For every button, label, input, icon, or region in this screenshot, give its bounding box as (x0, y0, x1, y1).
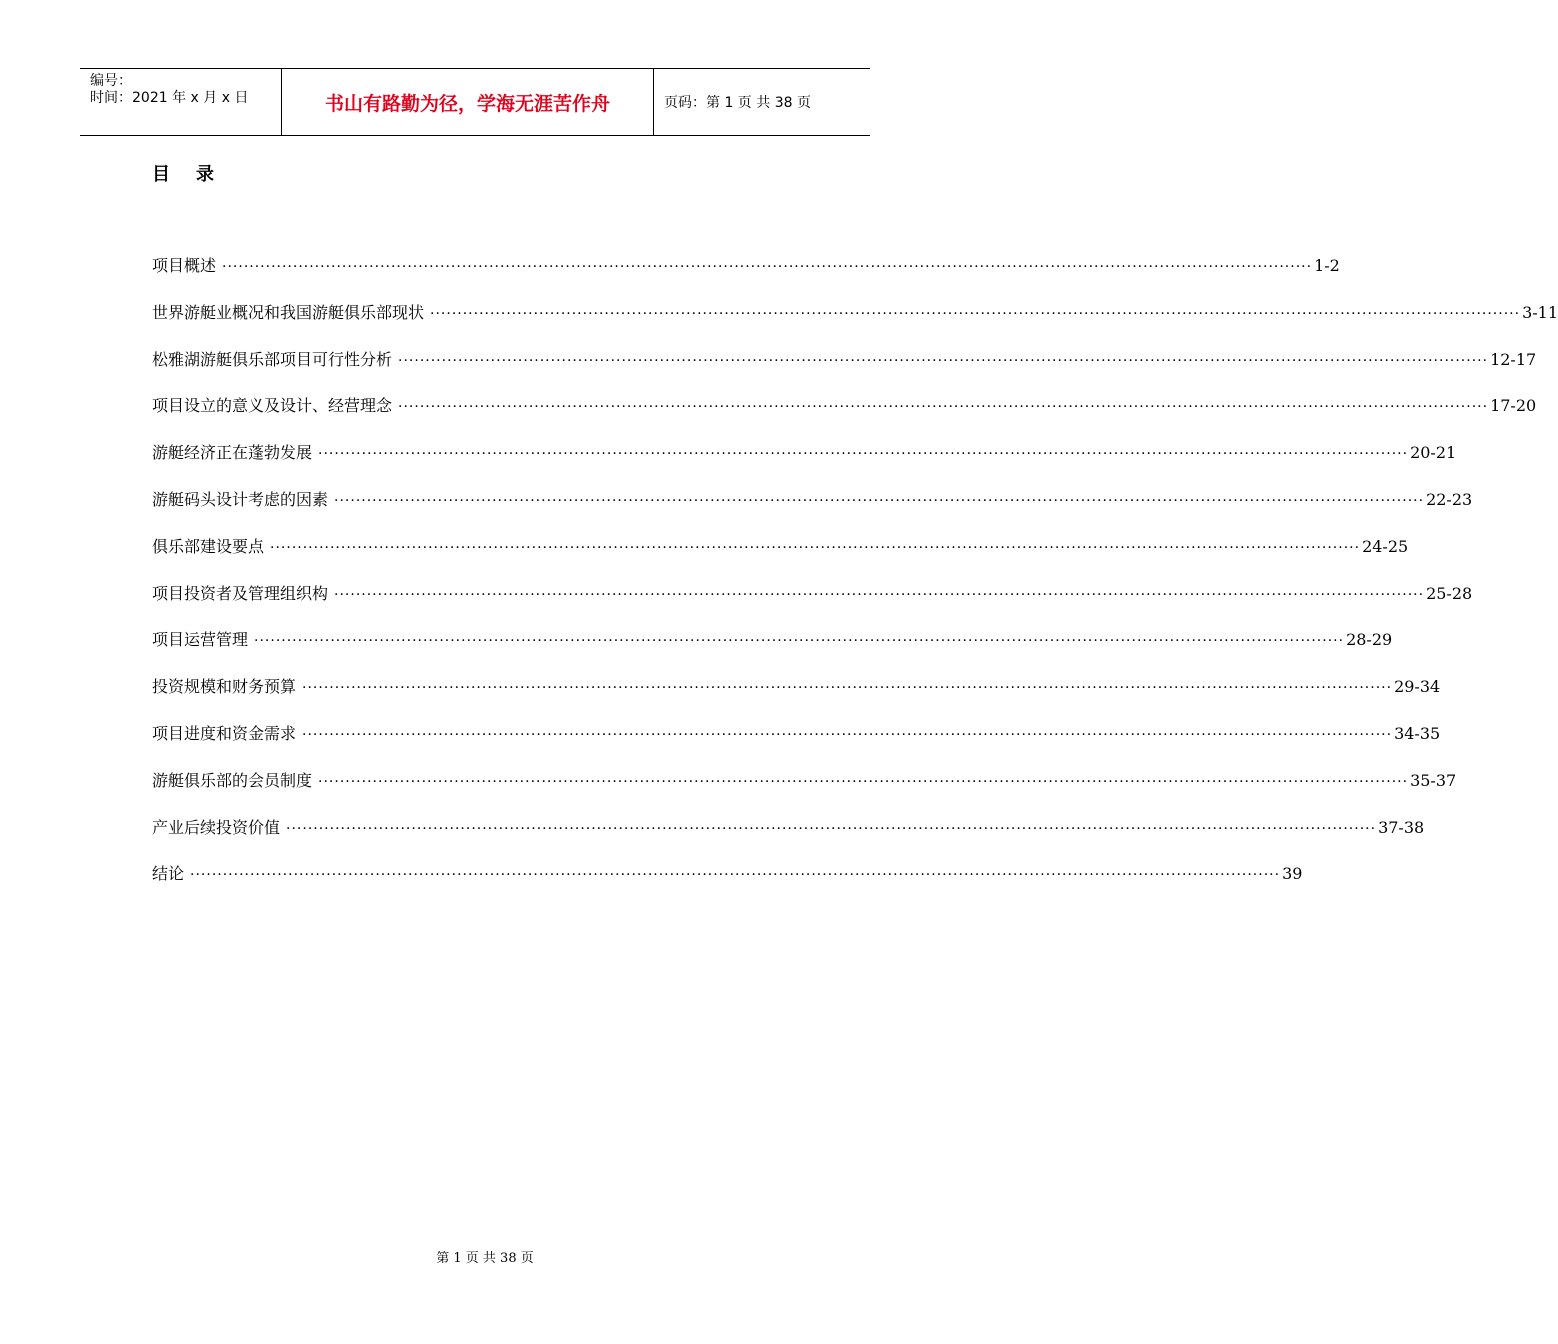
toc-leader-dots: ········································································································································································································ (270, 539, 1361, 556)
toc-entry-pages: 12-17 (1490, 349, 1537, 369)
toc-entry-pages: 37-38 (1378, 817, 1425, 837)
page-header (80, 68, 870, 136)
toc-entry-pages: 25-28 (1426, 583, 1473, 603)
toc-entry[interactable] (152, 301, 1558, 348)
toc-entry-label: 产业后续投资价值 (152, 817, 281, 837)
toc-entry[interactable] (152, 488, 1473, 535)
toc-leader-dots: ········································································································································································································ (318, 446, 1409, 463)
table-of-contents (152, 254, 1558, 909)
toc-leader-dots: ········································································································································································································ (398, 352, 1489, 369)
toc-entry-pages: 35-37 (1410, 770, 1457, 790)
toc-entry-label: 松雅湖游艇俱乐部项目可行性分析 (152, 349, 393, 369)
toc-leader-dots: ········································································································································································································ (334, 492, 1425, 509)
toc-entry-pages: 17-20 (1490, 396, 1537, 416)
toc-leader-dots: ········································································································································································································ (302, 680, 1393, 697)
toc-leader-dots: ········································································································································································································ (398, 399, 1489, 416)
toc-entry[interactable] (152, 535, 1409, 582)
toc-entry[interactable] (152, 769, 1457, 816)
toc-entry-label: 游艇俱乐部的会员制度 (152, 770, 313, 790)
toc-entry-label: 游艇码头设计考虑的因素 (152, 489, 329, 509)
toc-entry-label: 项目投资者及管理组织构 (152, 583, 329, 603)
toc-entry-pages: 20-21 (1410, 443, 1457, 463)
toc-entry-pages: 24-25 (1362, 536, 1409, 556)
toc-entry-label: 项目设立的意义及设计、经营理念 (152, 396, 393, 416)
toc-entry[interactable] (152, 394, 1537, 441)
toc-title: 目录 (152, 164, 240, 185)
number-label: 编号： (90, 73, 132, 89)
toc-leader-dots: ········································································································································································································ (334, 586, 1425, 603)
header-meta (80, 69, 281, 135)
toc-entry[interactable] (152, 254, 1340, 301)
toc-entry-label: 世界游艇业概况和我国游艇俱乐部现状 (152, 302, 425, 322)
toc-entry-label: 项目运营管理 (152, 630, 249, 650)
header-page-info: 页码：第 1 页 共 38 页 (664, 95, 811, 111)
toc-entry[interactable] (152, 862, 1303, 909)
toc-entry-pages: 3-11 (1522, 302, 1558, 322)
toc-entry[interactable] (152, 675, 1441, 722)
toc-entry-label: 结论 (152, 864, 185, 884)
toc-entry-label: 项目概述 (152, 256, 217, 275)
toc-entry-pages: 1-2 (1314, 256, 1340, 275)
toc-entry-pages: 34-35 (1394, 723, 1441, 743)
toc-entry-label: 游艇经济正在蓬勃发展 (152, 443, 313, 463)
toc-entry[interactable] (152, 816, 1425, 863)
date-label: 时间：2021 年 x 月 x 日 (90, 90, 249, 106)
toc-leader-dots: ········································································································································································································ (222, 259, 1313, 275)
toc-entry[interactable] (152, 722, 1441, 769)
toc-leader-dots: ········································································································································································································ (286, 820, 1377, 837)
toc-entry-pages: 29-34 (1394, 677, 1441, 697)
toc-entry-pages: 28-29 (1346, 630, 1393, 650)
toc-entry-pages: 39 (1282, 864, 1303, 884)
toc-entry[interactable] (152, 582, 1473, 629)
toc-leader-dots: ········································································································································································································ (430, 305, 1521, 322)
toc-entry-label: 项目进度和资金需求 (152, 723, 297, 743)
toc-entry[interactable] (152, 348, 1537, 395)
toc-leader-dots: ········································································································································································································ (302, 726, 1393, 743)
toc-entry-pages: 22-23 (1426, 489, 1473, 509)
toc-leader-dots: ········································································································································································································ (254, 633, 1345, 650)
toc-entry-label: 投资规模和财务预算 (152, 677, 297, 697)
toc-leader-dots: ········································································································································································································ (318, 773, 1409, 790)
toc-entry[interactable] (152, 628, 1393, 675)
toc-entry[interactable] (152, 441, 1457, 488)
header-motto: 书山有路勤为径，学海无涯苦作舟 (281, 69, 654, 135)
page-footer: 第 1 页 共 38 页 (436, 1251, 534, 1266)
toc-leader-dots: ········································································································································································································ (190, 867, 1281, 884)
toc-entry-label: 俱乐部建设要点 (152, 536, 265, 556)
